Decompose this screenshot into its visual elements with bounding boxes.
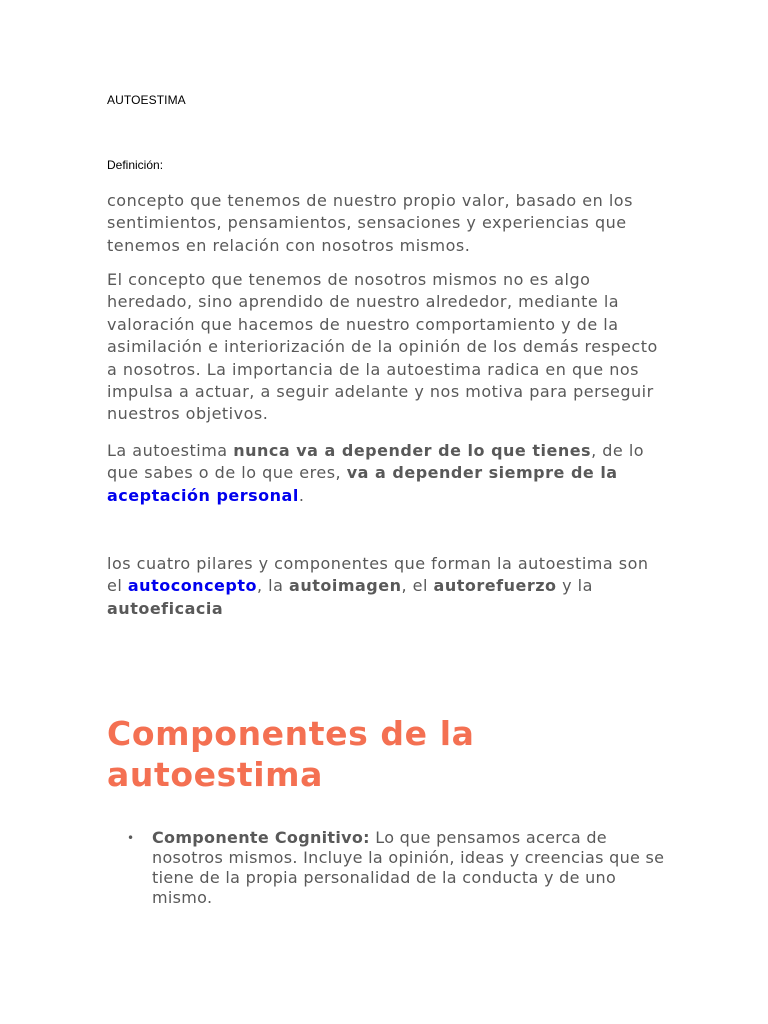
pillars-paragraph bbox=[107, 553, 667, 620]
document-title: AUTOESTIMA bbox=[107, 93, 186, 107]
link-autoconcepto[interactable]: autoconcepto bbox=[127, 576, 257, 596]
list-item-text: Lo que pensamos acerca de nosotros mismos. Incluye la opinión, ideas y creencias que se tiene de la propia personalidad de la conducta y de uno mismo. bbox=[152, 828, 665, 907]
concept-paragraph: El concepto que tenemos de nosotros mismos no es algo heredado, sino aprendido de nuestro alrededor, mediante la valoración que hacemos de nuestro comportamiento y de la asimilación e interiorización de la opinión de los demás respecto a nosotros. La importancia de la autoestima radica en que nos impulsa a actuar, a seguir adelante y nos motiva para perseguir nuestros objetivos. bbox=[107, 270, 658, 424]
text-run: los cuatro pilares y componentes que forman la autoestima son el bbox=[107, 554, 649, 596]
definition-label: Definición: bbox=[107, 158, 164, 172]
components-list bbox=[107, 828, 667, 908]
bold-run: nunca va a depender de lo que tienes bbox=[233, 441, 592, 460]
text-run: y la bbox=[556, 576, 593, 596]
bold-run: autoeficacia bbox=[107, 598, 224, 618]
text-run: , de lo que sabes o de lo que eres, bbox=[107, 441, 645, 483]
link-aceptacion-personal[interactable]: aceptación personal bbox=[107, 485, 299, 505]
text-run: , la bbox=[257, 576, 290, 596]
bullet-icon: • bbox=[127, 831, 135, 845]
list-item bbox=[107, 828, 667, 908]
text-run: La autoestima bbox=[107, 441, 234, 460]
list-item-label: Componente Cognitivo: bbox=[152, 828, 370, 847]
definition-paragraph: concepto que tenemos de nuestro propio valor, basado en los sentimientos, pensamientos, sensaciones y experiencias que tenemos en relación con nosotros mismos. bbox=[107, 191, 633, 255]
self-esteem-paragraph bbox=[107, 440, 667, 507]
bold-run: autorefuerzo bbox=[433, 576, 557, 596]
section-heading: Componentes de la autoestima bbox=[107, 714, 475, 794]
text-run: . bbox=[298, 485, 305, 505]
bold-run: va a depender siempre de la bbox=[346, 463, 618, 483]
text-run: , el bbox=[401, 576, 434, 596]
bold-run: autoimagen bbox=[289, 576, 402, 596]
